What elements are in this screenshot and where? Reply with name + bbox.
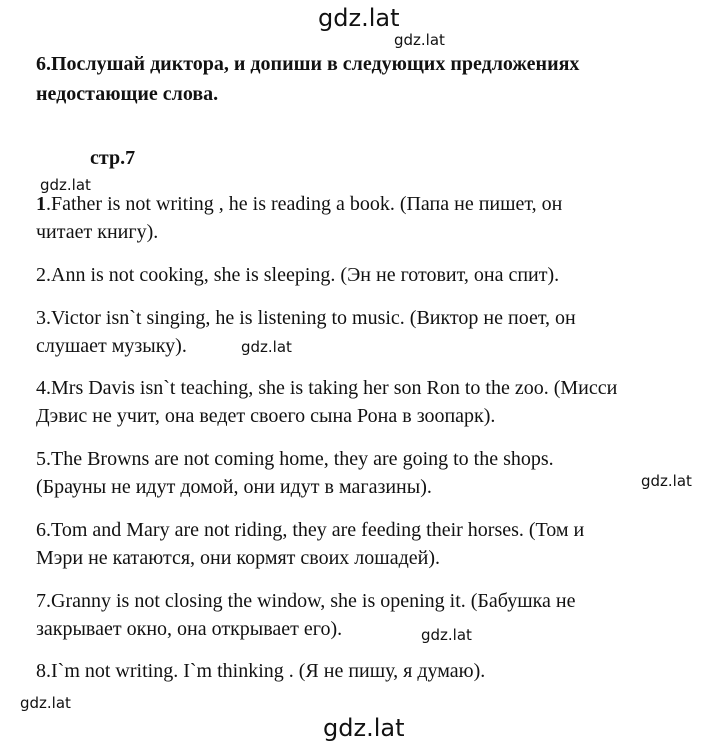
sentence-text: 6.Tom and Mary are not riding, they are feeding their horses. (Том и: [36, 519, 585, 541]
sentence-translation: Мэри не катаются, они кормят своих лошадей).: [36, 547, 440, 569]
watermark-center: gdz.lat: [241, 338, 292, 356]
sentence-line: [36, 190, 696, 218]
sentence-translation: слушает музыку).: [36, 335, 187, 357]
task-title: [36, 49, 696, 109]
sentence-2: [36, 261, 696, 289]
page-reference: стр.7: [90, 147, 136, 169]
sentence-text: 3.Victor isn`t singing, he is listening to music. (Виктор не поет, он: [36, 307, 576, 329]
watermark-top-large: gdz.lat: [318, 4, 400, 32]
sentence-1: [36, 190, 696, 246]
task-title-line2: недостающие слова.: [36, 83, 219, 105]
sentence-text: 5.The Browns are not coming home, they are going to the shops.: [36, 448, 554, 470]
sentence-text: 2.Ann is not cooking, she is sleeping. (Эн не готовит, она спит).: [36, 264, 560, 286]
watermark-right: gdz.lat: [641, 472, 692, 490]
sentence-text: 8.I`m not writing. I`m thinking . (Я не пишу, я думаю).: [36, 660, 486, 682]
watermark-bottom-left: gdz.lat: [20, 694, 71, 712]
sentence-8: [36, 657, 696, 685]
sentence-3: [36, 304, 696, 360]
watermark-lower-center: gdz.lat: [421, 626, 472, 644]
sentence-5: [36, 445, 696, 501]
watermark-left: gdz.lat: [40, 176, 91, 194]
sentence-translation: Дэвис не учит, она ведет своего сына Рона в зоопарк).: [36, 405, 496, 427]
watermark-bottom-large: gdz.lat: [323, 714, 405, 742]
watermark-top-small: gdz.lat: [394, 31, 445, 49]
sentence-text: 7.Granny is not closing the window, she is opening it. (Бабушка не: [36, 590, 576, 612]
task-title-line1: 6.Послушай диктора, и допиши в следующих предложениях: [36, 53, 580, 75]
sentence-text: .Father is not writing , he is reading a book. (Папа не пишет, он: [46, 193, 563, 215]
sentence-number: 1: [36, 193, 46, 215]
sentence-4: [36, 374, 696, 430]
sentence-translation: закрывает окно, она открывает его).: [36, 618, 343, 640]
sentence-text: 4.Mrs Davis isn`t teaching, she is taking her son Ron to the zoo. (Мисси: [36, 377, 618, 399]
sentence-translation: читает книгу).: [36, 221, 159, 243]
sentence-7: [36, 587, 696, 643]
sentence-6: [36, 516, 696, 572]
sentence-translation: (Брауны не идут домой, они идут в магазины).: [36, 476, 432, 498]
